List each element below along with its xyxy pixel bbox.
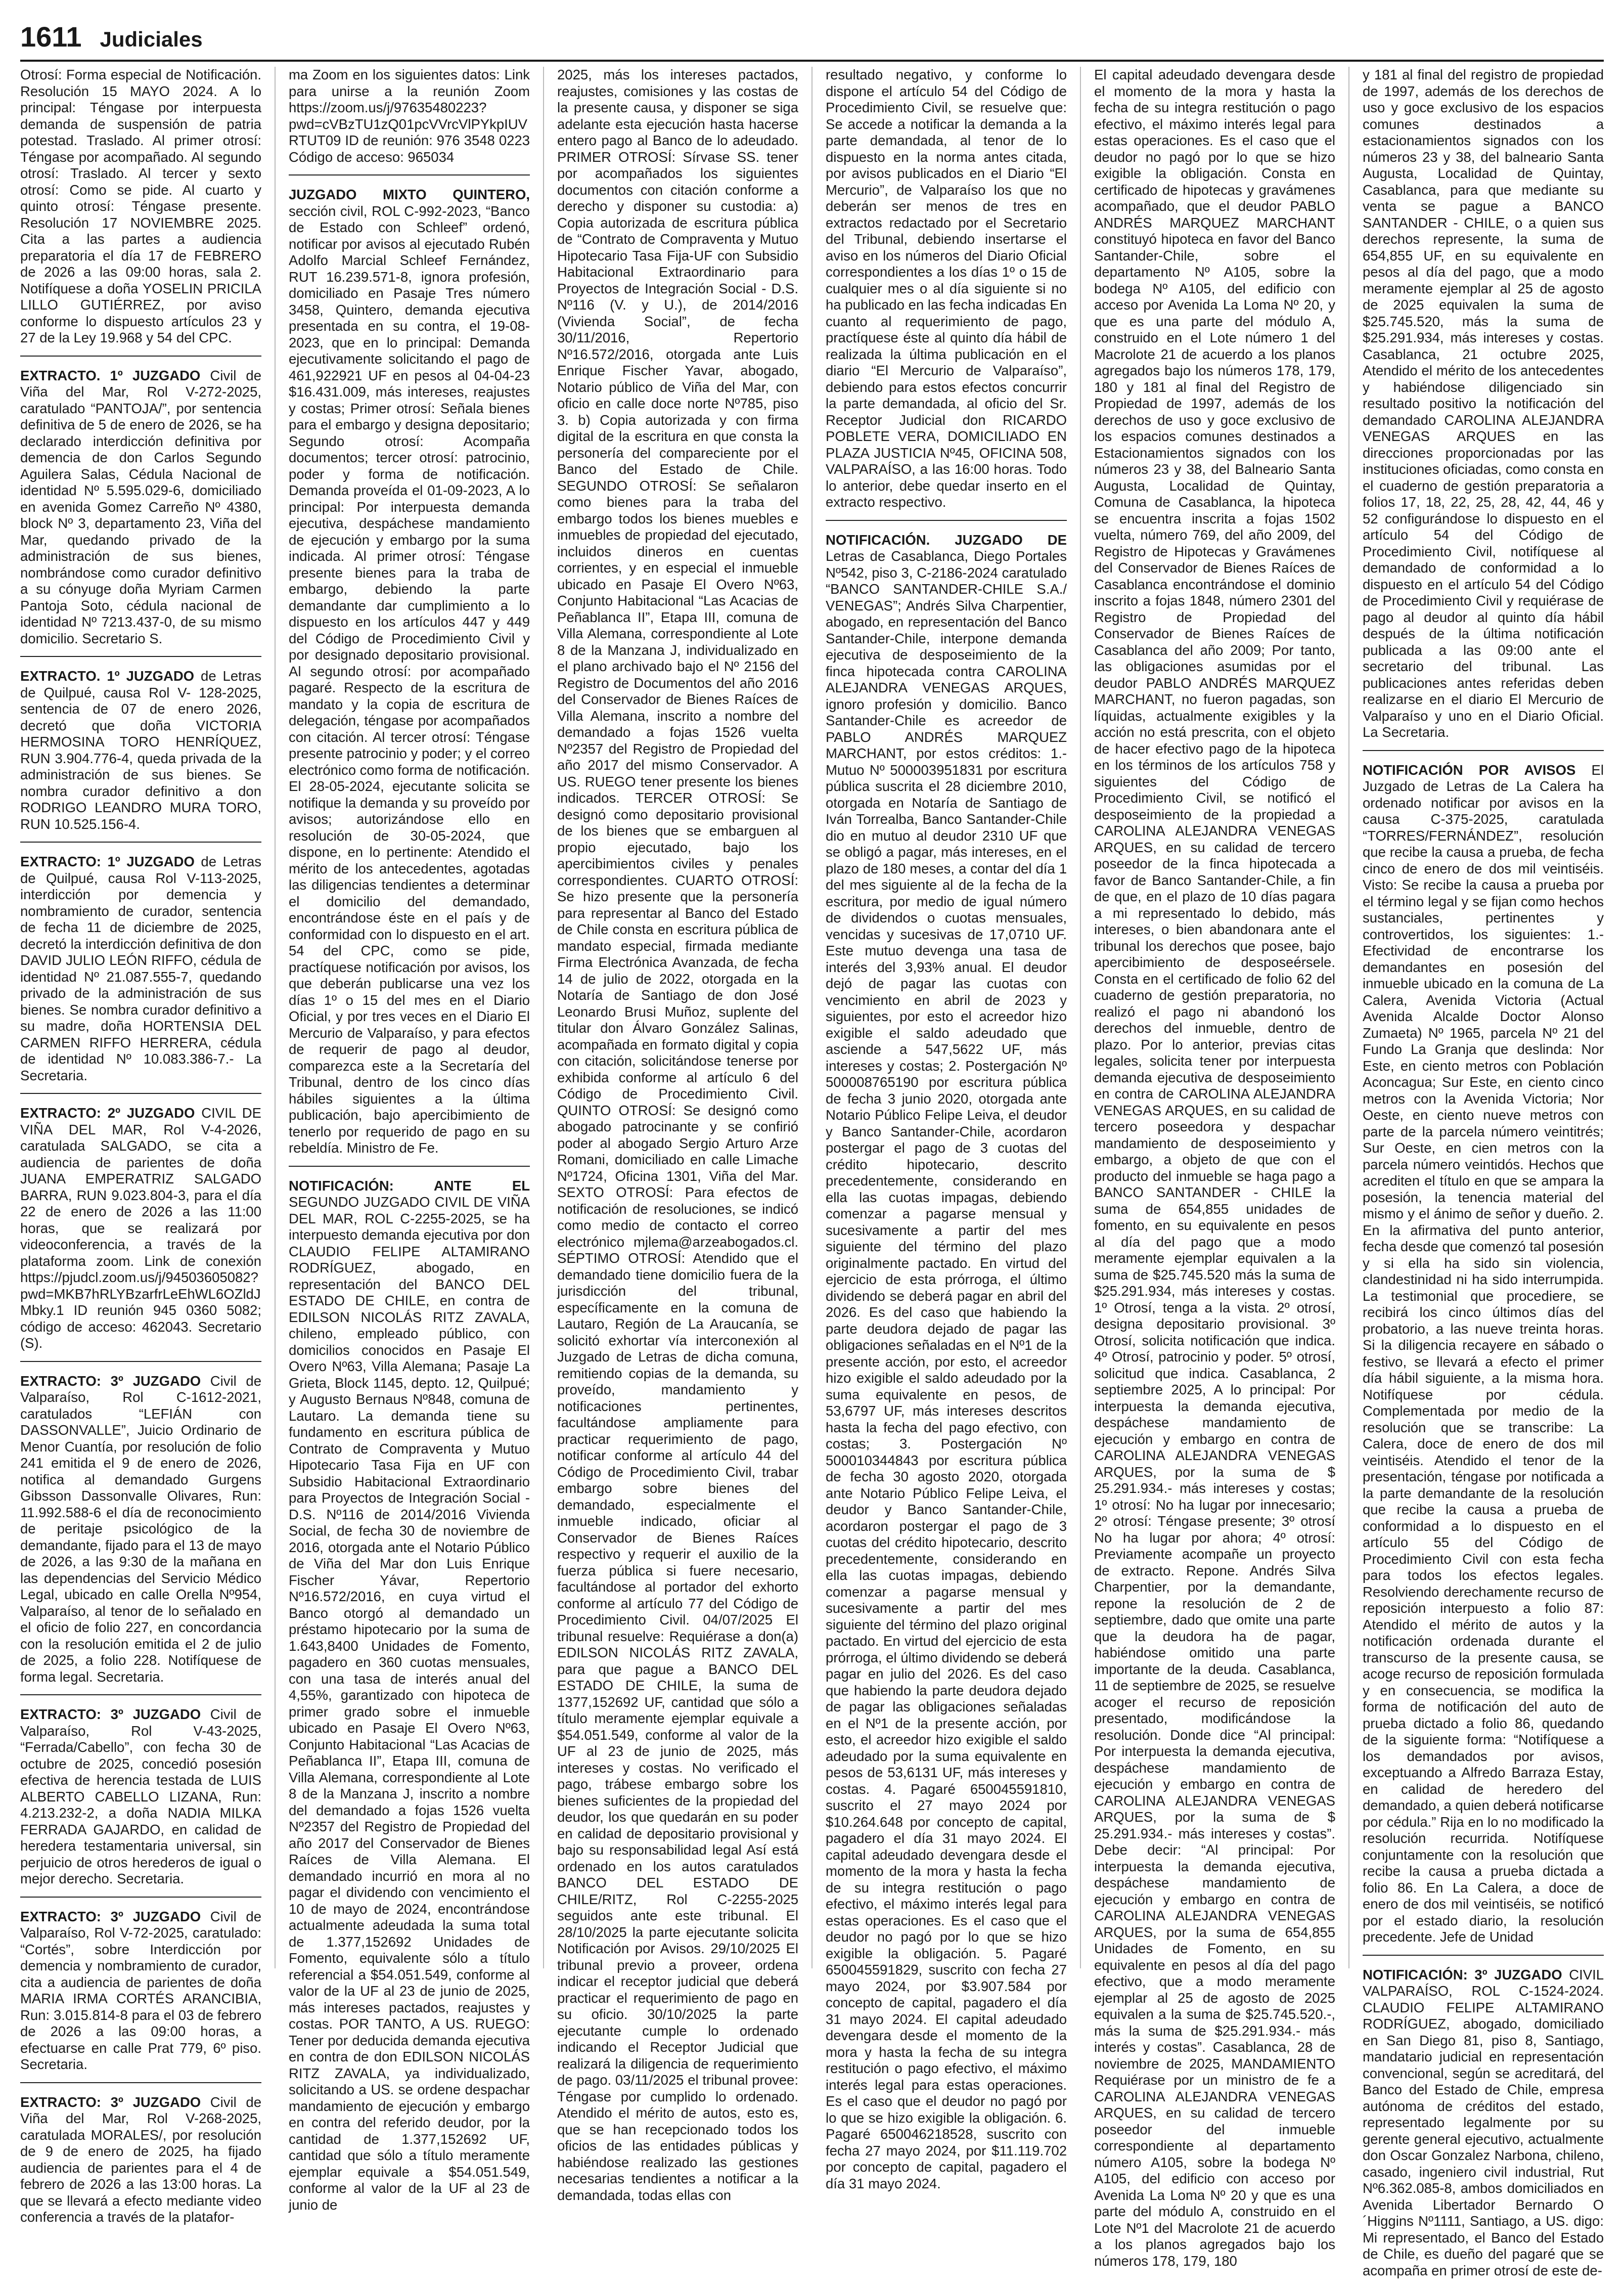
legal-notice — [826, 67, 1067, 521]
notice-body: Civil de Viña del Mar, Rol V-272-2025, caratulado “PANTOJA/”, por sentencia definitiva de 5 de enero de 2026, se ha declarado interdicción definitiva por demencia de don Carlos Segundo Aguilera Salas, Cédula Nacional de identidad Nº 5.595.029-6, domiciliado en avenida Gomez Carreño Nº 4380, block Nº 3, departamento 23, Viña del Mar, quedando privado de la administración de sus bienes, nombrándose como curador definitivo a su cónyuge doña Myriam Carmen Pantoja Soto, cédula nacional de identidad Nº 7213.437-0, de su mismo domicilio. Secretario S. — [20, 368, 261, 646]
notice-heading: EXTRACTO: 2º JUZGADO — [20, 1105, 195, 1121]
notice-heading: NOTIFICACIÓN. JUZGADO DE — [826, 532, 1067, 548]
notice-heading: EXTRACTO: 3º JUZGADO — [20, 1909, 201, 1924]
column-6 — [1348, 67, 1604, 1968]
legal-notice — [20, 854, 261, 1094]
notice-heading: NOTIFICACIÓN: 3º JUZGADO — [1363, 1967, 1562, 1983]
notice-heading: NOTIFICACIÓN POR AVISOS — [1363, 762, 1575, 778]
legal-notice — [1363, 67, 1604, 751]
legal-notice — [289, 187, 530, 1167]
notice-body: Civil de Valparaíso, Rol V-72-2025, caratulado: “Cortés”, sobre Interdicción por demencia y nombramiento de curador, cita a audiencia de parientes de doña MARIA IRMA CORTÉS ARANCIBIA, Run: 3.015.814-8 para el 03 de febrero de 2026 a las 09:00 horas, a efectuarse en calle Prat 779, 6º piso. Secretaria. — [20, 1909, 261, 2073]
page-number: 1611 — [20, 20, 82, 53]
notice-body: sección civil, ROL C-992-2023, “Banco de Estado con Schleef” ordenó, notificar por avisos al ejecutado Rubén Adolfo Marcial Schleef Fernández, RUT 16.239.571-8, ignora profesión, domiciliado en Pasaje Tres número 3458, Quintero, demanda ejecutiva presentada en su contra, el 19-08-2023, que en lo principal: Demanda ejecutivamente solicitando el pago de 461,922921 UF en pesos al 04-04-23 $16.431.009, más intereses, reajustes y costas; Primer otrosí: Señala bienes para el embargo y designa depositario; Segundo otrosí: Acompaña documentos; tercer otrosí: patrocinio, poder y forma de notificación. Demanda proveída el 01-09-2023, A lo principal: Por interpuesta demanda ejecutiva, despáchese mandamiento de ejecución y embargo por la suma indicada. Al primer otrosí: Téngase presente bienes para la traba de embargo, debiendo la parte demandante dar cumplimiento a lo dispuesto en los artículos 447 y 449 del Código de Procedimiento Civil y por designado depositario provisional. Al segundo otrosí: por acompañado pagaré. Respecto de la escritura de mandato y la copia de escritura de delegación, téngase por acompañados con citación. Al tercer otrosí: Téngase presente patrocinio y poder; y el correo electrónico como forma de notificación. El 28-05-2024, ejecutante solicita se notifique la demanda y su proveído por avisos; autorizándose ello en resolución de 30-05-2024, que dispone, en lo pertinente: Atendido el mérito de los antecedentes, agotadas las diligencias tendientes a determinar el domicilio del demandado, encontrándose éste en el país y de conformidad con lo dispuesto en el art. 54 del CPC, como se pide, practíquese notificación por avisos, los que deberán publicarse una vez los días 1º o 15 del mes en el Diario Oficial, y por tres veces en el Diario El Mercurio de Valparaíso, y para efectos de requerir de pago al deudor, comparezca este a la Secretaría del Tribunal, dentro de los cinco días hábiles siguientes a la última publicación, bajo apercibimiento de tenerlo por requerido de pago en su rebeldía. Ministro de Fe. — [289, 203, 530, 1156]
notice-heading: EXTRACTO: 3º JUZGADO — [20, 1706, 201, 1722]
notice-heading: EXTRACTO. 1º JUZGADO — [20, 368, 200, 383]
section-title: Judiciales — [100, 27, 203, 52]
notice-body: Letras de Casablanca, Diego Portales Nº542, piso 3, C-2186-2024 caratulado “BANCO SANTANDER-CHILE S.A./ VENEGAS”; Andrés Silva Charpentier, abogado, en representación del Banco Santander-Chile, interpone demanda ejecutiva de desposeimiento de la finca hipotecada contra CAROLINA ALEJANDRA VENEGAS ARQUES, ignoro profesión y domicilio. Banco Santander-Chile es acreedor de PABLO ANDRÉS MARQUEZ MARCHANT, por estos créditos: 1.- Mutuo Nº 500003951831 por escritura pública suscrita el 28 diciembre 2010, otorgada en Notaría de Santiago de Iván Torrealba, Banco Santander-Chile dio en mutuo al deudor 2310 UF que se obligó a pagar, más intereses, en el plazo de 180 meses, a contar del día 1 del mes siguiente al de la fecha de la escritura, por medio de igual número de dividendos o cuotas mensuales, vencidas y sucesivas de 17,0710 UF. Este mutuo devenga una tasa de interés del 3,93% anual. El deudor dejó de pagar las cuotas con vencimiento en abril de 2023 y siguientes, por esto el acreedor hizo exigible el saldo adeudado que asciende a 547,5622 UF, más intereses y costas; 2. Postergación Nº 500008765190 por escritura pública de fecha 3 junio 2020, otorgada ante Notario Público Felipe Leiva, el deudor y Banco Santander-Chile, acordaron postergar el pago de 3 cuotas del crédito hipotecario, descrito precedentemente, considerando en ella las cuotas impagas, debiendo comenzar a pagarse mensual y sucesivamente a partir del mes siguiente del término del plazo originalmente pactado. En virtud del ejercicio de esta prórroga, el último dividendo se deberá pagar en abril del 2026. Es del caso que habiendo la parte deudora dejado de pagar las obligaciones señaladas en el Nº1 de la presente acción, por esto, el acreedor hizo exigible el saldo adeudado por la suma equivalente en pesos, de 53,6797 UF, más intereses descritos hasta la fecha del pago efectivo, con costas; 3. Postergación Nº 500010344843 por escritura pública de fecha 30 agosto 2020, otorgada ante Notario Público Felipe Leiva, el deudor y Banco Santander-Chile, acordaron postergar el pago de 3 cuotas del crédito hipotecario, descrito precedentemente, considerando en ella las cuotas impagas, debiendo comenzar a pagarse mensual y sucesivamente a partir del mes siguiente del término del plazo original pactado. En virtud del ejercicio de esta prórroga, el último dividendo se deberá pagar en julio del 2026. Es del caso que habiendo la parte deudora dejado de pagar las obligaciones señaladas en el Nº1 de la presente acción, por esto, el acreedor hizo exigible el saldo adeudado por la suma equivalente en pesos de 53,6131 UF, más intereses y costas. 4. Pagaré 650045591810, suscrito el 27 mayo 2024 por $10.264.648 por concepto de capital, pagadero el día 31 mayo 2024. El capital adeudado devengara desde el momento de la mora y hasta la fecha de su integra restitución o pago efectivo, el máximo interés legal para estas operaciones. Es el caso que el deudor no pagó por lo que se hizo exigible la obligación. 5. Pagaré 650045591829, suscrito con fecha 27 mayo 2024, por $3.907.584 por concepto de capital, pagadero el día 31 mayo 2024. El capital adeudado devengara desde el momento de la mora y hasta la fecha de su integra restitución o pago efectivo, el máximo interés legal para estas operaciones. Es el caso que el deudor no pagó por lo que se hizo exigible la obligación. 6. Pagaré 650046218528, suscrito con fecha 27 mayo 2024, por $11.119.702 por concepto de capital, pagadero el día 31 mayo 2024. — [826, 548, 1067, 2191]
legal-notice — [20, 2094, 261, 2235]
column-5 — [1080, 67, 1335, 1968]
notice-body: resultado negativo, y conforme lo dispone el artículo 54 del Código de Procedimiento Civil, se resuelve que: Se accede a notificar la demanda a la parte demandada, al tenor de lo dispuesto en la norma antes citada, por avisos publicados en el Diario “El Mercurio”, de Valparaíso los que no deberán ser menos de tres en extractos redactado por el Secretario del Tribunal, debiendo insertarse el aviso en los números del Diario Oficial correspondientes a los días 1º o 15 de cualquier mes o al día siguiente si no ha publicado en las fecha indicadas En cuanto al requerimiento de pago, practíquese éste al quinto día hábil de realizada la última publicación en el diario “El Mercurio de Valparaíso”, debiendo para estos efectos concurrir la parte demandada, al oficio del Sr. Receptor Judicial don RICARDO POBLETE VERA, DOMICILIADO EN PLAZA JUSTICIA Nº45, OFICINA 508, VALPARAÍSO, a las 16:00 horas. Todo lo anterior, debe quedar inserto en el extracto respectivo. — [826, 67, 1067, 510]
legal-notice — [1094, 67, 1335, 2278]
legal-notice — [20, 1706, 261, 1898]
legal-notice — [557, 67, 798, 2213]
legal-notice — [20, 1909, 261, 2083]
legal-notice — [1363, 1967, 1604, 2288]
notice-body: Civil de Valparaíso, Rol C-1612-2021, caratulados “LEFIÁN con DASSONVALLE”, Juicio Ordinario de Menor Cuantía, por resolución de folio 241 emitida el 9 de enero de 2026, notifica al demandado Gurgens Gibsson Dassonvalle Olivares, Run: 11.992.588-6 el día de reconocimiento de peritaje psicológico de la demandante, fijado para el 13 de mayo de 2026, a las 9:30 de la mañana en las dependencias del Servicio Médico Legal, ubicado en calle Orella Nº954, Valparaíso, al tenor de lo señalado en el oficio de folio 227, en concordancia con la resolución emitida el 2 de julio de 2025, a folio 228. Notifíquese de forma legal. Secretaria. — [20, 1373, 261, 1685]
column-3 — [543, 67, 798, 1968]
column-1 — [20, 67, 261, 1968]
notice-heading: EXTRACTO: 3º JUZGADO — [20, 2094, 201, 2110]
notice-heading: EXTRACTO: 1º JUZGADO — [20, 854, 195, 869]
masthead — [20, 20, 1604, 62]
notice-body: SEGUNDO JUZGADO CIVIL DE VIÑA DEL MAR, ROL C-2255-2025, se ha interpuesto demanda ejecutiva por don CLAUDIO FELIPE ALTAMIRANO RODRÍGUEZ, abogado, en representación del BANCO DEL ESTADO DE CHILE, en contra de EDILSON NICOLÁS RITZ ZAVALA, chileno, empleado público, con domicilios conocidos en Pasaje El Overo Nº63, Villa Alemana; Pasaje La Grieta, Block 1145, depto. 12, Quilpué; y Augusto Bernaus Nº848, comuna de Lautaro. La demanda tiene su fundamento en escritura pública de Contrato de Compraventa y Mutuo Hipotecario Tasa Fija en UF con Subsidio Habitacional Extraordinario para Proyectos de Integración Social - D.S. Nº116 de 2014/2016 Vivienda Social, de fecha 30 de noviembre de 2016, otorgada ante el Notario Público de Viña del Mar don Luis Enrique Fischer Yávar, Repertorio Nº16.572/2016, en cuya virtud el Banco otorgó al demandado un préstamo hipotecario por la suma de 1.643,8400 Unidades de Fomento, pagadero en 360 cuotas mensuales, con una tasa de interés anual del 4,55%, garantizado con hipoteca de primer grado sobre el inmueble ubicado en Pasaje El Overo Nº63, Conjunto Habitacional “Las Acacias de Peñablanca II”, Etapa III, comuna de Villa Alemana, correspondiente al Lote 8 de la Manzana J, inscrito a nombre del demandado a fojas 1526 vuelta Nº2357 del Registro de Propiedad del año 2017 del Conservador de Bienes Raíces de Villa Alemana. El demandado incurrió en mora al no pagar el dividendo con vencimiento el 10 de mayo de 2024, encontrándose actualmente adeudada la suma total de 1.377,152692 Unidades de Fomento, equivalente sólo a título referencial a $54.051.549, conforme al valor de la UF al 23 de junio de 2025, más intereses pactados, reajustes y costas. POR TANTO, A US. RUEGO: Tener por deducida demanda ejecutiva en contra de don EDILSON NICOLÁS RITZ ZAVALA, ya individualizado, solicitando a US. se ordene despachar mandamiento de ejecución y embargo en contra del referido deudor, por la cantidad de 1.377,152692 UF, cantidad que sólo a título meramente ejemplar equivale a $54.051.549, conforme al valor de la UF al 23 de junio de — [289, 1194, 530, 2213]
legal-notice — [20, 368, 261, 657]
notice-body: 2025, más los intereses pactados, reajustes, comisiones y las costas de la presente causa, y disponer se siga adelante esta ejecución hasta hacerse entero pago al Banco de lo adeudado. PRIMER OTROSÍ: Sírvase SS. tener por acompañados los siguientes documentos con citación conforme a derecho y disponer su custodia: a) Copia autorizada de escritura pública de “Contrato de Compraventa y Mutuo Hipotecario Tasa Fija-UF con Subsidio Habitacional Extraordinario para Proyectos de Integración Social - D.S. Nº116 (V. y U.), de 2014/2016 (Vivienda Social”, de fecha 30/11/2016, Repertorio Nº16.572/2016, otorgada ante Luis Enrique Fischer Yavar, abogado, Notario público de Viña del Mar, con oficio en calle doce norte Nº785, piso 3. b) Copia autorizada y con firma digital de la escritura en que consta la personería del compareciente por el Banco del Estado de Chile. SEGUNDO OTROSÍ: Se señalaron como bienes para la traba del embargo todos los bienes muebles e inmuebles de propiedad del ejecutado, incluidos dineros en cuentas corrientes, y en especial el inmueble ubicado en Pasaje El Overo Nº63, Conjunto Habitacional “Las Acacias de Peñablanca II”, Etapa III, comuna de Villa Alemana, correspondiente al Lote 8 de la Manzana J, individualizado en el plano archivado bajo el Nº 2156 del Registro de Documentos del año 2016 del Conservador de Bienes Raíces de Villa Alemana, inscrito a nombre del demandado a fojas 1526 vuelta Nº2357 del Registro de Propiedad del año 2017 del mismo Conservador. A US. RUEGO tener presente los bienes indicados. TERCER OTROSÍ: Se designó como depositario provisional de los bienes que se embarguen al propio ejecutado, bajo los apercibimientos civiles y penales correspondientes. CUARTO OTROSÍ: Se hizo presente que la personería para representar al Banco del Estado de Chile consta en escritura pública de mandato especial, firmada mediante Firma Electrónica Avanzada, de fecha 14 de julio de 2022, otorgada en la Notaría de Santiago de don José Leonardo Brusi Muñoz, suplente del titular don Álvaro González Salinas, acompañada en formato digital y copia con citación, solicitándose tenerse por exhibida conforme al artículo 6 del Código de Procedimiento Civil. QUINTO OTROSÍ: Se designó como abogado patrocinante y se confirió poder al abogado Sergio Arturo Arze Romani, domiciliado en calle Limache Nº1724, Oficina 1301, Viña del Mar. SEXTO OTROSÍ: Para efectos de notificación de resoluciones, se indicó como medio de contacto el correo electrónico mjlema@arzeabogados.cl. SÉPTIMO OTROSÍ: Atendido que el demandado tiene domicilio fuera de la jurisdicción del tribunal, específicamente en la comuna de Lautaro, Región de La Araucanía, se solicitó exhortar vía interconexión al Juzgado de Letras de dicha comuna, remitiendo copias de la demanda, su proveído, mandamiento y notificaciones pertinentes, facultándose ampliamente para practicar requerimiento de pago, notificar conforme al artículo 44 del Código de Procedimiento Civil, trabar embargo sobre bienes del demandado, especialmente el inmueble indicado, oficiar al Conservador de Bienes Raíces respectivo y requerir el auxilio de la fuerza pública si fuere necesario, facultándose al portador del exhorto conforme al artículo 77 del Código de Procedimiento Civil. 04/07/2025 El tribunal resuelve: Requiérase a don(a) EDILSON NICOLÁS RITZ ZAVALA, para que pague a BANCO DEL ESTADO DE CHILE, la suma de 1377,152692 UF, cantidad que sólo a título meramente ejemplar equivale a $54.051.549, conforme al valor de la UF al 23 de junio de 2025, más intereses y costas. No verificado el pago, trábese embargo sobre los bienes suficientes de la propiedad del deudor, los que quedarán en su poder en calidad de depositario provisional y bajo su responsabilidad legal Así está ordenado en los autos caratulados BANCO DEL ESTADO DE CHILE/RITZ, Rol C-2255-2025 seguidos ante este tribunal. El 28/10/2025 la parte ejecutante solicita Notificación por Avisos. 29/10/2025 El tribunal previo a proveer, ordena indicar el receptor judicial que deberá practicar el requerimiento de pago en su oficio. 30/10/2025 la parte ejecutante cumple lo ordenado indicando el Receptor Judicial que realizará la diligencia de requerimiento de pago. 03/11/2025 el tribunal provee: Téngase por cumplido lo ordenado. Atendido el mérito de autos, esto es, que se han recepcionado todos los oficios de las entidades públicas y habiéndose realizado las gestiones necesarias tendientes a notificar a la demandada, todas ellas con — [557, 67, 798, 2203]
notice-body: CIVIL DE VIÑA DEL MAR, Rol V-4-2026, caratulada SALGADO, se cita a audiencia de parientes de doña JUANA EMPERATRIZ SALGADO BARRA, RUN 9.023.804-3, para el día 22 de enero de 2026 a las 11:00 horas, que se realizará por videoconferencia, a través de la plataforma zoom. Link de conexión https://pjudcl.zoom.us/j/94503605082?pwd=MKB7hRLYBzarfrLeEhWL6OZldJMbky.1 ID reunión 945 0360 5082; código de acceso: 462043. Secretario (S). — [20, 1105, 261, 1351]
legal-notice — [20, 1373, 261, 1696]
notice-heading: EXTRACTO. 1º JUZGADO — [20, 668, 194, 684]
notice-heading: NOTIFICACIÓN: ANTE EL — [289, 1178, 530, 1194]
notice-body: Civil de Viña del Mar, Rol V-268-2025, caratulada MORALES/, por resolución de 9 de enero de 2025, ha fijado audiencia de parientes para el 4 de febrero de 2026 a las 13:00 horas. La que se llevará a efecto mediante video conferencia a través de la platafor- — [20, 2094, 261, 2225]
notice-body: El Juzgado de Letras de La Calera ha ordenado notificar por avisos en la causa C-375-2025, caratulada “TORRES/FERNÁNDEZ”, resolución que recibe la causa a prueba, de fecha cinco de enero de dos mil veintiséis. Visto: Se recibe la causa a prueba por el término legal y se fijan como hechos sustanciales, pertinentes y controvertidos, los siguientes: 1.- Efectividad de encontrarse los demandantes en posesión del inmueble ubicado en la comuna de La Calera, Avenida Victoria (Actual Avenida Alcalde Doctor Alonso Zumaeta) Nº 1965, parcela Nº 21 del Fundo La Granja que deslinda: Nor Este, en ciento metros con Población Aconcagua; Sur Este, en ciento cinco metros con la Avenida Victoria; Nor Oeste, en ciento nueve metros con parte de la parcela número veintitrés; Sur Oeste, en cien metros con la parcela número veintidós. Hechos que acrediten el título en que se ampara la posesión, la tenencia material del mismo y el ánimo de señor y dueño. 2. En la afirmativa del punto anterior, fecha desde que comenzó tal posesión y si ella ha sido sin violencia, clandestinidad ni ha sido interrumpida. La testimonial que procediere, se recibirá los cinco últimos días del probatorio, a las nueve treinta horas. Si la diligencia recayere en sábado o festivo, se llevará a efecto el primer día hábil siguiente, a la misma hora. Notifíquese por cédula. Complementada por medio de la resolución que se transcribe: La Calera, doce de enero de dos mil veintiséis. Atendido el tenor de la presentación, téngase por notificada a la parte demandante de la resolución que recibe la causa a prueba de conformidad a lo dispuesto en el artículo 55 del Código de Procedimiento Civil con esta fecha para todos los efectos legales. Resolviendo derechamente recurso de reposición interpuesto a folio 87: Atendido el mérito de autos y la notificación ordenada durante el transcurso de la presente causa, se acoge recurso de reposición formulada y en consecuencia, se modifica la forma de notificación del auto de prueba dictado a folio 86, quedando de la siguiente forma: “Notifíquese a los demandados por avisos, exceptuando a Alfredo Barraza Estay, en calidad de heredero del demandado, a quien deberá notificarse por cédula.” Rija en lo no modificado la resolución recurrida. Notifíquese conjuntamente con la resolución que recibe la causa a prueba dictada a folio 86. En La Calera, a doce de enero de dos mil veintiséis, se notificó por el estado diario, la resolución precedente. Jefe de Unidad — [1363, 762, 1604, 1945]
columns-container — [20, 67, 1604, 1968]
legal-notice — [20, 67, 261, 357]
column-2 — [275, 67, 530, 1968]
notice-body: y 181 al final del registro de propiedad de 1997, además de los derechos de uso y goce exclusivo de los espacios comunes destinados a estacionamientos signados con los números 23 y 38, del balneario Santa Augusta, Localidad de Quintay, Casablanca, para que mediante su venta se pague a BANCO SANTANDER - CHILE, o a quien sus derechos represente, la suma de 654,855 UF, en su equivalente en pesos al día del pago, que a modo meramente ejemplar al 25 de agosto de 2025 equivalen la suma de $25.745.520, más la suma de $25.291.934, más intereses y costas. Casablanca, 21 octubre 2025, Atendido el mérito de los antecedentes y habiéndose diligenciado sin resultado positivo la notificación del demandado CAROLINA ALEJANDRA VENEGAS ARQUES en las direcciones proporcionadas por las instituciones oficiadas, como consta en el cuaderno de gestión preparatoria a folios 17, 18, 22, 25, 28, 42, 44, 46 y 52 configurándose lo dispuesto en el artículo 54 del Código de Procedimiento Civil, notifíquese al demandado de conformidad a lo dispuesto en el artículo 54 del Código de Procedimiento Civil y requiérase de pago al deudor al quinto día hábil después de la última notificación publicada a las 09:00 ante el secretario del tribunal. Las publicaciones antes referidas deben realizarse en el diario El Mercurio de Valparaíso y uno en el Diario Oficial. La Secretaria. — [1363, 67, 1604, 740]
legal-notice — [289, 67, 530, 175]
legal-notice — [1363, 762, 1604, 1956]
column-4 — [811, 67, 1067, 1968]
notice-body: de Letras de Quilpué, causa Rol V-113-2025, interdicción por demencia y nombramiento de curador, sentencia de fecha 11 de diciembre de 2025, decretó la interdicción definitiva de don DAVID JULIO LEÓN RIFFO, cédula de identidad Nº 21.087.555-7, quedando privado de la administración de sus bienes. Se nombra curador definitivo a su madre, doña HORTENSIA DEL CARMEN RIFFO HERRERA, cédula de identidad Nº 10.083.386-7.- La Secretaria. — [20, 854, 261, 1083]
notice-body: El capital adeudado devengara desde el momento de la mora y hasta la fecha de su integra restitución o pago efectivo, el máximo interés legal para estas operaciones. Es el caso que el deudor no pagó por lo que se hizo exigible la obligación. Consta en certificado de hipotecas y gravámenes acompañado, que el deudor PABLO ANDRÉS MARQUEZ MARCHANT constituyó hipoteca en favor del Banco Santander-Chile, sobre el departamento Nº A105, sobre la bodega Nº A105, del edificio con acceso por Avenida La Loma Nº 20, y que es una parte del módulo A, construido en el Lote número 1 del Macrolote 21 de acuerdo a los planos agregados bajo los números 178, 179, 180 y 181 al final del Registro de Propiedad de 1997, además de los derechos de uso y goce exclusivo de los espacios comunes destinados a Estacionamientos signados con los números 23 y 38, del Balneario Santa Augusta, Localidad de Quintay, Comuna de Casablanca, la hipoteca se encuentra inscrita a fojas 1502 vuelta, número 769, del año 2009, del Registro de Hipotecas y Gravámenes del Conservador de Bienes Raíces de Casablanca encontrándose el dominio inscrito a fojas 1848, número 2301 del Registro de Propiedad del Conservador de Bienes Raíces de Casablanca del año 2009; Por tanto, las obligaciones asumidas por el deudor PABLO ANDRÉS MARQUEZ MARCHANT, no fueron pagadas, son líquidas, actualmente exigibles y la acción no está prescrita, con el objeto de hacer efectivo pago de la hipoteca en los términos de los artículos 758 y siguientes del Código de Procedimiento Civil, se notificó el desposeimiento de la propiedad a CAROLINA ALEJANDRA VENEGAS ARQUES, en su calidad de tercero poseedor de la finca hipotecada a favor de Banco Santander-Chile, a fin de que, en el plazo de 10 días pagara a mi representado lo debido, más intereses, o bien abandonara ante el tribunal los derechos que posee, bajo apercibimiento de desposeérsele. Consta en el certificado de folio 62 del cuaderno de gestión preparatoria, no realizó el pago ni abandonó los derechos del inmueble, dentro de plazo. Por lo anterior, previas citas legales, solicita tener por interpuesta demanda ejecutiva de desposeimiento en contra de CAROLINA ALEJANDRA VENEGAS ARQUES, en su calidad de tercero poseedora y despachar mandamiento de desposeimiento y embargo, a objeto de que con el producto del inmueble se haga pago a BANCO SANTANDER - CHILE la suma de 654,855 unidades de fomento, en su equivalente en pesos al día del pago que a modo meramente ejemplar equivalen a la suma de $25.745.520 más la suma de $25.291.934, más intereses y costas. 1º Otrosí, tenga a la vista. 2º otrosí, designa depositario provisional. 3º Otrosí, solicita notificación que indica. 4º Otrosí, patrocinio y poder. 5º otrosí, solicitud que indica. Casablanca, 2 septiembre 2025, A lo principal: Por interpuesta la demanda ejecutiva, despáchese mandamiento de ejecución y embargo en contra de CAROLINA ALEJANDRA VENEGAS ARQUES, por la suma de $ 25.291.934.- más intereses y costas; 1º otrosí: No ha lugar por innecesario; 2º otrosí: Téngase presente; 3º otrosí No ha lugar por ahora; 4º otrosí: Previamente acompañe un proyecto de extracto. Repone. Andrés Silva Charpentier, por la demandante, repone la resolución de 2 de septiembre, dado que omite una parte que la deudora ha de pagar, habiéndose omitido una parte importante de la deuda. Casablanca, 11 de septiembre de 2025, se resuelve acoger el recurso de reposición presentado, modificándose la resolución. Donde dice “Al principal: Por interpuesta la demanda ejecutiva, despáchese mandamiento de ejecución y embargo en contra de CAROLINA ALEJANDRA VENEGAS ARQUES, por la suma de $ 25.291.934.- más intereses y costas”. Debe decir: “Al principal: Por interpuesta la demanda ejecutiva, despáchese mandamiento de ejecución y embargo en contra de CAROLINA ALEJANDRA VENEGAS ARQUES, por la suma de 654,855 Unidades de Fomento, en su equivalente en pesos al día del pago efectivo, que a modo meramente ejemplar al 25 de agosto de 2025 equivalen a la suma de $25.745.520.-, más la suma de $25.291.934.- más interés y costas”. Casablanca, 28 de noviembre de 2025, MANDAMIENTO Requiérase por un ministro de fe a CAROLINA ALEJANDRA VENEGAS ARQUES, en su calidad de tercero poseedor del inmueble correspondiente al departamento número A105, sobre la bodega Nº A105, del edificio con acceso por Avenida La Loma Nº 20 y que es una parte del módulo A, construido en el Lote Nº1 del Macrolote 21 de acuerdo a los planos agregados bajo los números 178, 179, 180 — [1094, 67, 1335, 2269]
notice-body: Civil de Valparaíso, Rol V-43-2025, “Ferrada/Cabello”, con fecha 30 de octubre de 2025, concedió posesión efectiva de herencia testada de LUIS ALBERTO CABELLO LIZANA, Run: 4.213.232-2, a doña NADIA MILKA FERRADA GAJARDO, en calidad de heredera testamentaria universal, sin perjuicio de otros herederos de igual o mejor derecho. Secretaria. — [20, 1706, 261, 1886]
legal-notice — [289, 1178, 530, 2223]
notice-heading: JUZGADO MIXTO QUINTERO, — [289, 187, 530, 202]
notice-heading: EXTRACTO: 3º JUZGADO — [20, 1373, 201, 1389]
legal-notice — [826, 532, 1067, 2202]
legal-notice — [20, 668, 261, 843]
notice-body: Otrosí: Forma especial de Notificación. Resolución 15 MAYO 2024. A lo principal: Téngase por interpuesta demanda de suspensión de patria potestad. Traslado. Al primer otrosí: Téngase por acompañado. Al segundo otrosí: Traslado. Al tercer y sexto otrosí: Como se pide. Al cuarto y quinto otrosí: Téngase presente. Resolución 17 NOVIEMBRE 2025. Cita a las partes a audiencia preparatoria el día 17 de FEBRERO de 2026 a las 09:00 horas, sala 2. Notifíquese a doña YOSELIN PRICILA LILLO GUTIÉRREZ, por aviso conforme lo dispuesto artículos 23 y 27 de la Ley 19.968 y 54 del CPC. — [20, 67, 261, 345]
notice-body: ma Zoom en los siguientes datos: Link para unirse a la reunión Zoom https://zoom.us/j/97635480223?pwd=cVBzTU1zQ01pcVVrcVlPYkpIUVRTUT09 ID de reunión: 976 3548 0223 Código de acceso: 965034 — [289, 67, 530, 165]
notice-body: de Letras de Quilpué, causa Rol V- 128-2025, sentencia de 07 de enero 2026, decretó que doña VICTORIA HERMOSINA TORO HENRÍQUEZ, RUN 3.904.776-4, queda privada de la administración de sus bienes. Se nombra curador definitivo a don RODRIGO LEANDRO MURA TORO, RUN 10.525.156-4. — [20, 668, 261, 832]
notice-body: CIVIL VALPARAÍSO, ROL C-1524-2024. CLAUDIO FELIPE ALTAMIRANO RODRÍGUEZ, abogado, domiciliado en San Diego 81, piso 8, Santiago, mandatario judicial en representación convencional, según se acreditará, del Banco del Estado de Chile, empresa autónoma de créditos del estado, representado legalmente por su gerente general ejecutivo, actualmente don Oscar Gonzalez Narbona, chileno, casado, ingeniero civil industrial, Rut Nº6.362.085-8, ambos domiciliados en Avenida Libertador Bernardo O´Higgins Nº1111, Santiago, a US. digo: Mi representado, el Banco del Estado de Chile, es dueño del pagaré que se acompaña en primer otrosí de este de- — [1363, 1967, 1604, 2278]
legal-notice — [20, 1105, 261, 1362]
